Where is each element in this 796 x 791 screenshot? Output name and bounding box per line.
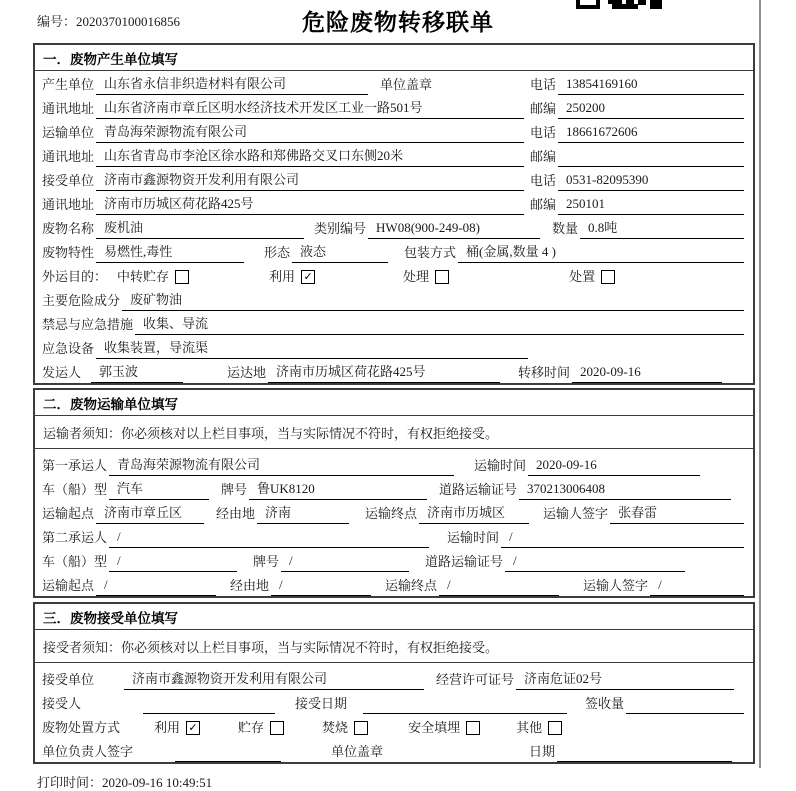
section2-title: 二．废物运输单位填写 <box>35 390 753 416</box>
date-label: 日期 <box>529 744 556 759</box>
acceptor-label: 接受人 <box>42 696 82 711</box>
purpose-option-label: 处理 <box>403 269 430 284</box>
row-first-carrier <box>35 452 753 476</box>
carrier2-label: 第二承运人 <box>42 530 108 545</box>
form-value: 液态 <box>292 241 388 263</box>
waste-name-label: 废物名称 <box>42 221 95 236</box>
plate-value: / <box>281 553 409 572</box>
disposal-label: 废物处置方式 <box>42 720 121 735</box>
row-manager-sign <box>35 738 753 762</box>
address-value: 山东省济南市章丘区明水经济技术开发区工业一路501号 <box>96 97 524 119</box>
waste-name-value: 废机油 <box>96 217 304 239</box>
serial-number: 2020370100016856 <box>76 14 181 29</box>
producer-label: 产生单位 <box>42 77 95 92</box>
origin-label: 运输起点 <box>42 506 95 521</box>
row-receiver <box>35 167 753 191</box>
checkbox-incinerate <box>354 721 368 735</box>
character-label: 废物特性 <box>42 245 95 260</box>
print-time-label: 打印时间： <box>37 775 103 790</box>
destination-value: 济南市历城区荷花路425号 <box>268 361 500 383</box>
print-time-line <box>37 772 796 791</box>
address-label: 通讯地址 <box>42 149 95 164</box>
transfer-time-label: 转移时间 <box>518 365 571 380</box>
address-label: 通讯地址 <box>42 101 95 116</box>
row-vehicle1 <box>35 476 753 500</box>
origin-label: 运输起点 <box>42 578 95 593</box>
road-license-value: 370213006408 <box>519 481 731 500</box>
row-acceptor <box>35 690 753 714</box>
producer-value: 山东省永信非织造材料有限公司 <box>96 73 368 95</box>
transport-time-value: / <box>501 529 744 548</box>
transporter-label: 运输单位 <box>42 125 95 140</box>
row-vehicle2 <box>35 548 753 572</box>
endpoint-label: 运输终点 <box>365 506 418 521</box>
accept-unit-value: 济南市鑫源物资开发利用有限公司 <box>124 668 424 690</box>
row-second-carrier <box>35 524 753 548</box>
destination-label: 运达地 <box>227 365 267 380</box>
accept-date-label: 接受日期 <box>295 696 348 711</box>
vehicle-type-value: 汽车 <box>109 478 209 500</box>
vehicle-type-label: 车（船）型 <box>42 482 108 497</box>
row-route2 <box>35 572 753 596</box>
phone-value: 13854169160 <box>558 76 744 95</box>
manager-sign-value <box>175 745 281 762</box>
carrier-sign-value: / <box>650 577 744 596</box>
plate-label: 牌号 <box>253 554 280 569</box>
phone-value: 0531-82095390 <box>558 172 744 191</box>
transport-time-label: 运输时间 <box>474 458 527 473</box>
receiver-notice: 接受者须知：你必须核对以上栏目事项，当与实际情况不符时，有权拒绝接受。 <box>35 630 753 663</box>
taboo-label: 禁忌与应急措施 <box>42 317 134 332</box>
receiver-value: 济南市鑫源物资开发利用有限公司 <box>96 169 524 191</box>
section-producer <box>33 43 755 385</box>
permit-value: 济南危证02号 <box>516 668 734 690</box>
disposal-option-label: 贮存 <box>238 720 265 735</box>
hazard-value: 废矿物油 <box>122 289 744 311</box>
phone-label: 电话 <box>529 77 556 92</box>
character-value: 易燃性,毒性 <box>96 241 244 263</box>
category-value: HW08(900-249-08) <box>368 220 540 239</box>
road-license-label: 道路运输证号 <box>439 482 518 497</box>
plate-label: 牌号 <box>221 482 248 497</box>
checkbox-treat <box>435 270 449 284</box>
accept-unit-label: 接受单位 <box>42 672 95 687</box>
section3-title: 三．废物接受单位填写 <box>35 604 753 630</box>
address-label: 通讯地址 <box>42 197 95 212</box>
document-header <box>0 0 796 43</box>
purpose-option-label: 利用 <box>269 269 296 284</box>
shipper-label: 发运人 <box>42 365 82 380</box>
unit-seal-label: 单位盖章 <box>380 77 433 92</box>
disposal-option-label: 安全填埋 <box>408 720 461 735</box>
row-producer <box>35 71 753 95</box>
transporter-notice: 运输者须知：你必须核对以上栏目事项，当与实际情况不符时，有权拒绝接受。 <box>35 416 753 449</box>
zip-value: 250101 <box>558 196 744 215</box>
serial-number-line <box>37 11 180 30</box>
endpoint-value: 济南市历城区 <box>419 502 529 524</box>
transfer-time-value: 2020-09-16 <box>572 364 722 383</box>
via-value: / <box>271 577 371 596</box>
zip-value: 250200 <box>558 100 744 119</box>
purpose-label: 外运目的： <box>42 269 108 284</box>
purpose-option-label: 中转贮存 <box>117 269 170 284</box>
transporter-value: 青岛海荣源物流有限公司 <box>96 121 524 143</box>
row-producer-address <box>35 95 753 119</box>
row-waste-name <box>35 215 753 239</box>
equipment-label: 应急设备 <box>42 341 95 356</box>
disposal-option-label: 其他 <box>516 720 543 735</box>
form-label: 形态 <box>264 245 291 260</box>
endpoint-value: / <box>439 577 559 596</box>
packing-label: 包装方式 <box>404 245 457 260</box>
origin-value: 济南市章丘区 <box>96 502 204 524</box>
endpoint-label: 运输终点 <box>385 578 438 593</box>
zip-label: 邮编 <box>529 149 556 164</box>
packing-value: 桶(金属,数量 4 ) <box>458 241 744 263</box>
vehicle-type-label: 车（船）型 <box>42 554 108 569</box>
received-qty-value <box>626 697 744 714</box>
taboo-value: 收集、导流 <box>135 313 744 335</box>
checkbox-utilize: ✓ <box>301 270 315 284</box>
phone-label: 电话 <box>529 173 556 188</box>
phone-label: 电话 <box>529 125 556 140</box>
page-edge-divider <box>759 0 761 768</box>
section1-title: 一．废物产生单位填写 <box>35 45 753 71</box>
zip-label: 邮编 <box>529 197 556 212</box>
address-value: 山东省青岛市李沧区徐水路和郑佛路交叉口东侧20米 <box>96 145 524 167</box>
carrier-sign-label: 运输人签字 <box>543 506 609 521</box>
address-value: 济南市历城区荷花路425号 <box>96 193 524 215</box>
zip-label: 邮编 <box>529 101 556 116</box>
hazard-label: 主要危险成分 <box>42 293 121 308</box>
carrier-sign-label: 运输人签字 <box>583 578 649 593</box>
row-disposal-method <box>35 714 753 738</box>
disposal-option-label: 焚烧 <box>322 720 349 735</box>
row-waste-character <box>35 239 753 263</box>
accept-date-value <box>363 697 567 714</box>
unit-seal-label: 单位盖章 <box>331 744 384 759</box>
row-transporter-address <box>35 143 753 167</box>
serial-label: 编号： <box>37 14 77 29</box>
transport-time-label: 运输时间 <box>447 530 500 545</box>
section-transporter <box>33 388 755 598</box>
disposal-option-label: 利用 <box>154 720 181 735</box>
checkbox-utilize: ✓ <box>186 721 200 735</box>
carrier2-value: / <box>109 529 429 548</box>
carrier1-value: 青岛海荣源物流有限公司 <box>109 454 454 476</box>
checkbox-dispose <box>601 270 615 284</box>
checkbox-landfill <box>466 721 480 735</box>
via-label: 经由地 <box>216 506 256 521</box>
via-label: 经由地 <box>230 578 270 593</box>
permit-label: 经营许可证号 <box>436 672 515 687</box>
carrier-sign-value: 张春雷 <box>610 502 744 524</box>
shipper-value: 郭玉波 <box>91 361 183 383</box>
row-route1 <box>35 500 753 524</box>
quantity-value: 0.8吨 <box>580 217 744 239</box>
zip-value <box>558 150 744 167</box>
row-receiver-address <box>35 191 753 215</box>
transport-time-value: 2020-09-16 <box>528 457 700 476</box>
section-receiver <box>33 602 755 764</box>
plate-value: 鲁UK8120 <box>249 478 427 500</box>
row-transfer-purpose <box>35 263 753 287</box>
road-license-label: 道路运输证号 <box>425 554 504 569</box>
origin-value: / <box>96 577 216 596</box>
quantity-label: 数量 <box>552 221 579 236</box>
receiver-label: 接受单位 <box>42 173 95 188</box>
equipment-value: 收集装置，导流渠 <box>96 337 528 359</box>
checkbox-other <box>548 721 562 735</box>
road-license-value: / <box>505 553 685 572</box>
date-value <box>557 745 732 762</box>
category-label: 类别编号 <box>314 221 367 236</box>
row-shipper <box>35 359 753 383</box>
row-hazard-component <box>35 287 753 311</box>
page-title: 危险废物转移联单 <box>302 9 494 35</box>
acceptor-value <box>143 697 275 714</box>
phone-value: 18661672606 <box>558 124 744 143</box>
manager-sign-label: 单位负责人签字 <box>42 744 134 759</box>
purpose-option-label: 处置 <box>569 269 596 284</box>
via-value: 济南 <box>257 502 349 524</box>
received-qty-label: 签收量 <box>585 696 625 711</box>
row-emergency-equipment <box>35 335 753 359</box>
carrier1-label: 第一承运人 <box>42 458 108 473</box>
vehicle-type-value: / <box>109 553 237 572</box>
qr-code-icon <box>576 0 666 10</box>
checkbox-transit-storage <box>175 270 189 284</box>
row-accept-unit <box>35 666 753 690</box>
row-taboo-measures <box>35 311 753 335</box>
checkbox-storage <box>270 721 284 735</box>
row-transporter <box>35 119 753 143</box>
print-time-value: 2020-09-16 10:49:51 <box>102 775 213 790</box>
